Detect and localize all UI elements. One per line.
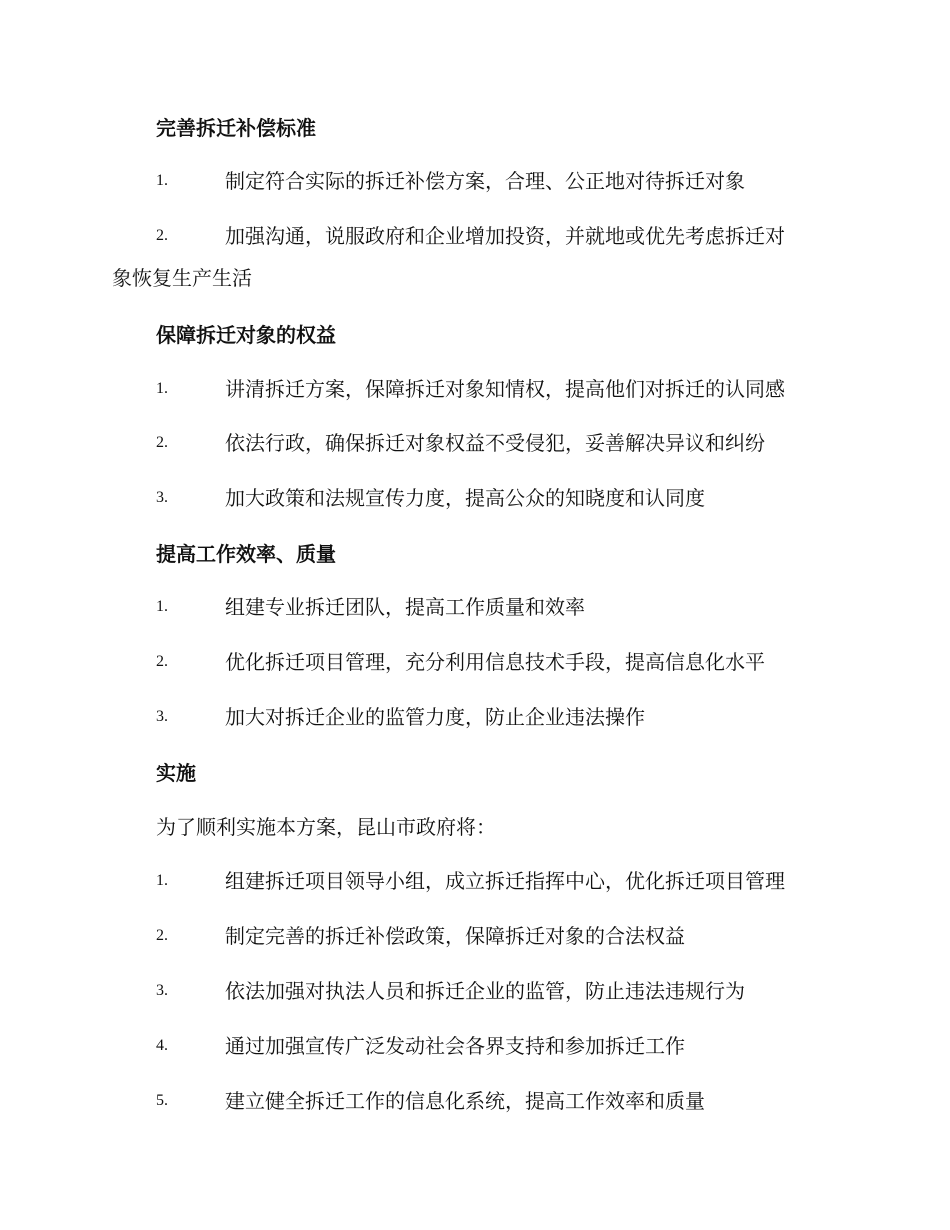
list-text: 依法加强对执法人员和拆迁企业的监管，防止违法违规行为 bbox=[225, 979, 745, 1003]
list-number: 2. bbox=[156, 653, 168, 670]
list-item bbox=[156, 422, 836, 464]
list-number: 3. bbox=[156, 708, 168, 725]
list-text: 依法行政，确保拆迁对象权益不受侵犯，妥善解决异议和纠纷 bbox=[225, 431, 765, 455]
list-item bbox=[156, 368, 836, 410]
list-text bbox=[156, 215, 836, 257]
list-text: 优化拆迁项目管理，充分利用信息技术手段，提高信息化水平 bbox=[225, 650, 765, 674]
list-text-line: 加强沟通，说服政府和企业增加投资，并就地或优先考虑拆迁对 bbox=[225, 224, 785, 248]
list-text: 建立健全拆迁工作的信息化系统，提高工作效率和质量 bbox=[225, 1089, 705, 1113]
list-text: 组建拆迁项目领导小组，成立拆迁指挥中心，优化拆迁项目管理 bbox=[225, 869, 785, 893]
section-heading: 实施 bbox=[156, 761, 196, 785]
list-text: 讲清拆迁方案，保障拆迁对象知情权，提高他们对拆迁的认同感 bbox=[225, 377, 785, 401]
list-number: 2. bbox=[156, 227, 168, 244]
intro-paragraph: 为了顺利实施本方案，昆山市政府将： bbox=[156, 815, 496, 839]
list-item bbox=[156, 641, 836, 683]
list-number: 1. bbox=[156, 872, 168, 889]
list-text: 组建专业拆迁团队，提高工作质量和效率 bbox=[225, 595, 585, 619]
list-number: 3. bbox=[156, 982, 168, 999]
list-text-continuation: 象恢复生产生活 bbox=[112, 266, 252, 290]
list-text: 加大政策和法规宣传力度，提高公众的知晓度和认同度 bbox=[225, 486, 705, 510]
list-number: 2. bbox=[156, 927, 168, 944]
list-number: 4. bbox=[156, 1037, 168, 1054]
list-number: 5. bbox=[156, 1092, 168, 1109]
list-text: 制定完善的拆迁补偿政策，保障拆迁对象的合法权益 bbox=[225, 924, 685, 948]
list-number: 2. bbox=[156, 434, 168, 451]
list-item bbox=[156, 696, 836, 738]
list-number: 3. bbox=[156, 489, 168, 506]
list-item bbox=[156, 1080, 836, 1122]
list-item bbox=[156, 160, 836, 202]
list-item bbox=[156, 860, 836, 902]
section-heading: 保障拆迁对象的权益 bbox=[156, 323, 336, 347]
list-item bbox=[112, 215, 836, 299]
list-text: 通过加强宣传广泛发动社会各界支持和参加拆迁工作 bbox=[225, 1034, 685, 1058]
list-item bbox=[156, 586, 836, 628]
list-item bbox=[156, 915, 836, 957]
list-number: 1. bbox=[156, 380, 168, 397]
list-item bbox=[156, 1025, 836, 1067]
list-item bbox=[156, 970, 836, 1012]
section-heading: 完善拆迁补偿标准 bbox=[156, 116, 316, 140]
list-text: 加大对拆迁企业的监管力度，防止企业违法操作 bbox=[225, 705, 645, 729]
list-item bbox=[156, 477, 836, 519]
list-number: 1. bbox=[156, 172, 168, 189]
section-heading: 提高工作效率、质量 bbox=[156, 542, 336, 566]
list-number: 1. bbox=[156, 598, 168, 615]
list-text: 制定符合实际的拆迁补偿方案，合理、公正地对待拆迁对象 bbox=[225, 169, 745, 193]
